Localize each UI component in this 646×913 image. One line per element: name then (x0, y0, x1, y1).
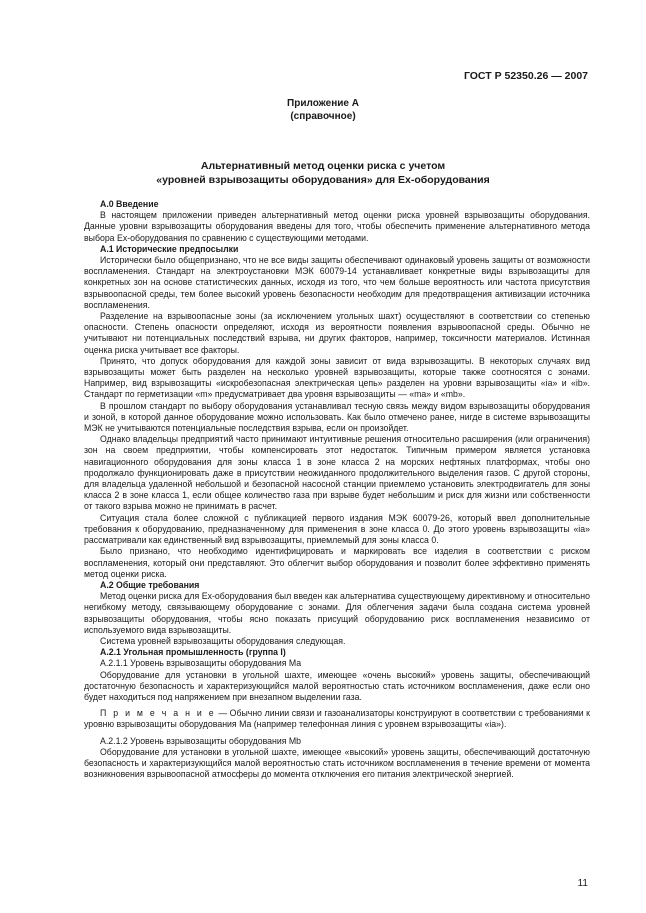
page-number: 11 (577, 878, 588, 889)
section-heading-a2: А.2 Общие требования (100, 579, 200, 590)
title-line-1: Альтернативный метод оценки риска с учетом (200, 160, 446, 172)
title-line-2: «уровней взрывозащиты оборудования» для Ех-оборудования (156, 173, 490, 186)
document-body (84, 199, 590, 780)
annex-heading (0, 97, 646, 123)
standard-header: ГОСТ Р 52350.26 — 2007 (463, 70, 588, 82)
section-heading-a0: А.0 Введение (100, 199, 159, 209)
section-heading-a1: А.1 Исторические предпосылки (100, 243, 239, 254)
section-heading-a21: А.2.1 Угольная промышленность (группа I) (100, 647, 286, 658)
paragraph: В настоящем приложении приведен альтернативный метод оценки риска уровней взрывозащиты оборудования. Данные уровни взрывозащиты оборудования введены для того, чтобы обеспечить применение альтернативного метода выбора Ех-оборудования по сравнению с существующими методами. (84, 210, 590, 243)
paragraph: Оборудование для установки в угольной шахте, имеющее «очень высокий» уровень защиты, обеспечивающий достаточную безопасность и характеризующийся малой вероятностью стать источником воспламенения, даже если оно будет находиться под напряжением при внезапном выделении газа. (84, 669, 590, 702)
paragraph: Метод оценки риска для Ех-оборудования был введен как альтернатива существующему директивному и относительно негибкому методу, связывающему оборудование с зонами. Для облегчения задачи была создана система уровней взрывозащиты оборудования, чтобы ясно показать присущий оборудованию риск воспламенения независимо от используемого вида взрывозащиты. (84, 591, 590, 635)
subsection-heading-a212: А.2.1.2 Уровень взрывозащиты оборудования Мb (100, 735, 302, 746)
paragraph: Оборудование для установки в угольной шахте, имеющее «высокий» уровень защиты, обеспечивающий достаточную безопасность и характеризующийся малой вероятностью стать источником воспламенения в течение времени от момента возникновения взрывоопасной атмосферы до момента отключения его питания электрической энергией. (84, 746, 590, 780)
annex-type: (справочное) (290, 111, 356, 122)
subsection-heading-a211: А.2.1.1 Уровень взрывозащиты оборудования Ма (100, 658, 302, 669)
note-label: П р и м е ч а н и е (100, 708, 216, 719)
paragraph: Разделение на взрывоопасные зоны (за исключением угольных шахт) осуществляют в соответствии со степенью опасности. Степень опасности определяют, исходя из вероятности появления взрывоопасной среды. Обычно не учитывают ни потенциальных последствий взрыва, ни других факторов, например, токсичности материалов. Истинная оценка риска учитывает все факторы. (84, 311, 590, 355)
paragraph: В прошлом стандарт по выбору оборудования устанавливал тесную связь между видом взрывозащиты оборудования и зоной, в которой данное оборудование можно использовать. Как было отмечено ранее, нигде в системе взрывозащиты МЭК не учитываются потенциальные последствия взрыва, если он произойдет. (84, 400, 590, 434)
document-title (0, 160, 646, 187)
paragraph: Было признано, что необходимо идентифицировать и маркировать все изделия в соответствии с риском воспламенения, который они представляют. Это облегчит выбор оборудования и позволит более эффективно применять метод оценки риска. (84, 546, 590, 579)
paragraph: Система уровней взрывозащиты оборудования следующая. (100, 635, 346, 646)
paragraph: Исторически было общепризнано, что не все виды защиты обеспечивают одинаковый уровень защиты от возможности воспламенения. Стандарт на электроустановки МЭК 60079-14 устанавливает конкретные виды взрывозащиты для конкретных зон на основе статистических данных, исходя из того, что чем больше вероятность или частота присутствия взрывоопасной среды, тем более высокий уровень безопасности необходим для предотвращения активизации источника воспламенения. (84, 255, 590, 310)
note-text: — Обычно линии связи и газоанализаторы конструируют в соответствии с требованиями к уровню взрывозащиты оборудования Ма (например телефонная линия с уровнем взрывозащиты «ia»). (84, 708, 590, 730)
paragraph: Однако владельцы предприятий часто принимают интуитивные решения относительно расширения (или ограничения) зон на своем предприятии, чтобы компенсировать этот недостаток. Типичным примером является установка навигационного оборудования для зоны класса 1 в зоне класса 2 на морских нефтяных платформах, чтобы оно продолжало функционировать даже в присутствии неожиданного продолжительного выделения газов. С другой стороны, для владельца удаленной небольшой и безопасной насосной станции приемлемо установить электродвигатель для зоны класса 2 в зоне класса 1, если общее количество газа при взрыве будет небольшим и риск для жизни или собственности от такого взрыва можно не принимать в расчет. (84, 434, 590, 512)
paragraph: Ситуация стала более сложной с публикацией первого издания МЭК 60079-26, который ввел дополнительные требования к оборудованию, предназначенному для применения в зоне класса 0. До этого уровень взрывозащиты «ia» рассматривали как единственный вид взрывозащиты, приемлемый для зоны класса 0. (84, 512, 590, 546)
paragraph: Принято, что допуск оборудования для каждой зоны зависит от вида взрывозащиты. В некоторых случаях вид взрывозащиты может быть разделен на несколько уровней взрывозащиты, которые также соотносятся с зонами. Например, вид взрывозащиты «искробезопасная электрическая цепь» разделен на уровни взрывозащиты «ia» и «ib». Стандарт по герметизации «m» предусматривает два уровня взрывозащиты — «ma» и «mb». (84, 355, 590, 400)
note-paragraph (84, 708, 590, 730)
annex-title: Приложение А (287, 98, 359, 109)
